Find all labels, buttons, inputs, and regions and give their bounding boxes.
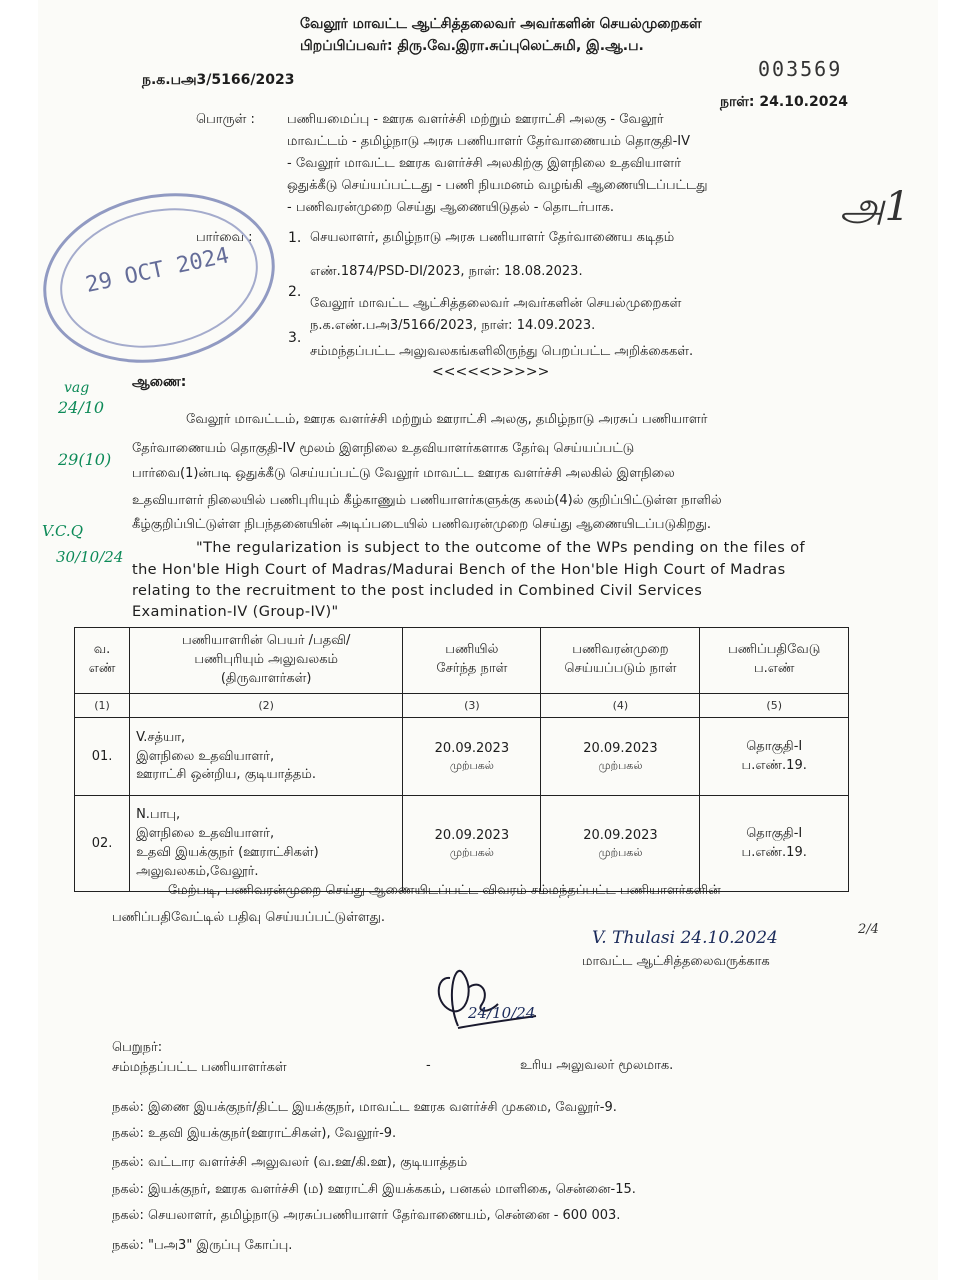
margin-note: 30/10/24 [56, 548, 124, 566]
stamp-date: 29 OCT 2024 [83, 243, 232, 299]
column-number: (1) [75, 693, 130, 718]
condition-line: relating to the recruitment to the post included in Combined Civil Services [132, 583, 703, 599]
recipient-via: உரிய அலுவலர் மூலமாக. [520, 1058, 674, 1073]
regularization-session: முற்பகல் [598, 846, 643, 860]
recipient-dash: - [426, 1058, 431, 1073]
subject-label: பொருள் : [196, 112, 255, 127]
employee-line: N.பாபு, [136, 807, 181, 823]
closing-line: பணிப்பதிவேட்டில் பதிவு செய்யப்பட்டுள்ளது. [112, 910, 385, 925]
table-row [75, 718, 849, 796]
header-title: வேலூர் மாவட்ட ஆட்சித்தலைவர் அவர்களின் செயல்முறைகள் [300, 16, 702, 32]
copy-line: நகல்: உதவி இயக்குநர்(ஊராட்சிகள்), வேலூர்-9. [112, 1126, 397, 1141]
reference-line: ந.க.எண்.பஅ3/5166/2023, நாள்: 14.09.2023. [310, 318, 596, 333]
reference-number: ந.க.பஅ3/5166/2023 [142, 72, 295, 88]
condition-line: Examination-IV (Group-IV)" [132, 604, 339, 620]
regularization-date: 20.09.2023 [583, 827, 658, 843]
service-record-cell [700, 796, 849, 892]
order-para-line: கீழ்குறிப்பிட்டுள்ள நிபந்தனையின் அடிப்படையில் பணிவரன்முறை செய்து ஆணையிடப்படுகிறது. [132, 517, 711, 532]
reference-line: வேலூர் மாவட்ட ஆட்சித்தலைவர் அவர்களின் செயல்முறைகள் [310, 296, 682, 311]
margin-note-right: அ1 [840, 184, 910, 230]
order-para-line: வேலூர் மாவட்டம், ஊரக வளர்ச்சி மற்றும் ஊராட்சி அலகு, தமிழ்நாடு அரசுப் பணியாளர் [186, 412, 708, 427]
initials-date: 24/10/24 [468, 1004, 536, 1022]
subject-line: மாவட்டம் - தமிழ்நாடு அரசு பணியாளர் தேர்வாணையம் தொகுதி-IV [287, 134, 691, 149]
margin-note: vag [64, 380, 90, 396]
join-date-cell [403, 718, 541, 796]
header-text: பணிவரன்முறை [572, 642, 669, 658]
regularization-date: 20.09.2023 [583, 740, 658, 756]
service-record: தொகுதி-I [746, 826, 803, 842]
header-text: பணியாளரின் பெயர் /பதவி/ [182, 633, 351, 648]
subject-line: பணியமைப்பு - ஊரக வளர்ச்சி மற்றும் ஊராட்சி அலகு - வேலூர் [287, 112, 664, 127]
copy-line: நகல்: "பஅ3" இருப்பு கோப்பு. [112, 1238, 293, 1253]
join-session: முற்பகல் [449, 846, 494, 860]
recipient-name: சம்மந்தப்பட்ட பணியாளர்கள் [112, 1060, 287, 1075]
join-date: 20.09.2023 [434, 827, 510, 843]
subject-line: - வேலூர் மாவட்ட ஊரக வளர்ச்சி அலகிற்கு இளநிலை உதவியாளர் [287, 156, 682, 171]
header-text: (திருவாளர்கள்) [220, 670, 312, 686]
copy-line: நகல்: இயக்குநர், ஊரக வளர்ச்சி (ம) ஊராட்சி இயக்ககம், பனகல் மாளிகை, சென்னை-15. [112, 1182, 636, 1197]
employee-line: V.சத்யா, [136, 729, 186, 745]
table-row [75, 796, 849, 892]
reference-num: 1. [288, 230, 302, 246]
column-number: (3) [403, 693, 541, 718]
margin-note: V.C.Q [42, 522, 83, 540]
closing-line: மேற்படி, பணிவரன்முறை செய்து ஆணையிடப்பட்ட விவரம் சம்மந்தப்பட்ட பணியாளர்களின் [168, 883, 721, 898]
employee-cell [130, 718, 403, 796]
table-header-row [75, 628, 849, 694]
recipient-label: பெறுநர்: [112, 1040, 163, 1055]
signature-scribble [428, 958, 548, 1048]
copy-line: நகல்: வட்டார வளர்ச்சி அலுவலர் (வ.ஊ/கி.ஊ), குடியாத்தம் [112, 1155, 468, 1170]
condition-line: the Hon'ble High Court of Madras/Madurai Bench of the Hon'ble High Court of Madras [132, 562, 786, 578]
reference-num: 3. [288, 330, 302, 346]
reference-num: 2. [288, 284, 302, 300]
join-session: முற்பகல் [449, 759, 494, 773]
column-number: (2) [130, 693, 403, 718]
order-label: ஆணை: [132, 374, 187, 390]
reference-line: செயலாளர், தமிழ்நாடு அரசு பணியாளர் தேர்வாணைய கடிதம் [310, 230, 675, 245]
service-record-page: ப.எண்.19. [741, 844, 807, 860]
service-record-cell [700, 718, 849, 796]
header-cell [541, 628, 700, 694]
employee-line: இளநிலை உதவியாளர், [136, 748, 275, 764]
regularization-date-cell [541, 796, 700, 892]
header-cell [75, 628, 130, 694]
employee-line: அலுவலகம்,வேலூர். [136, 863, 259, 879]
employee-line: இளநிலை உதவியாளர், [136, 826, 275, 842]
regularization-session: முற்பகல் [598, 759, 643, 773]
header-text: செய்யப்படும் நாள் [564, 661, 677, 677]
margin-note: 29(10) [58, 450, 112, 469]
header-text: சேர்ந்த நாள் [436, 661, 508, 677]
order-para-line: பார்வை(1)ன்படி ஒதுக்கீடு செய்யப்பட்டு வேலூர் மாவட்ட ஊரக வளர்ச்சி அலகில் இளநிலை [132, 466, 675, 481]
header-text: வ. [93, 642, 111, 658]
column-number: (5) [700, 693, 849, 718]
header-text: ப.எண் [753, 661, 795, 677]
header-cell [130, 628, 403, 694]
regularization-date-cell [541, 718, 700, 796]
employee-line: ஊராட்சி ஒன்றிய, குடியாத்தம். [136, 767, 316, 783]
reference-label: பார்வை : [196, 230, 253, 245]
employee-line: உதவி இயக்குநர் (ஊராட்சிகள்) [136, 844, 319, 860]
header-text: பணிப்பதிவேடு [728, 642, 821, 658]
join-date: 20.09.2023 [434, 740, 510, 756]
condition-line: "The regularization is subject to the outcome of the WPs pending on the files of [196, 540, 805, 556]
order-para-line: தேர்வாணையம் தொகுதி-IV மூலம் இளநிலை உதவியாளர்களாக தேர்வு செய்யப்பட்டு [132, 441, 635, 456]
serial-cell: 02. [75, 796, 130, 892]
copy-line: நகல்: இணை இயக்குநர்/திட்ட இயக்குநர், மாவட்ட ஊரக வளர்ச்சி முகமை, வேலூர்-9. [112, 1100, 617, 1115]
header-issuer: பிறப்பிப்பவர்: திரு.வே.இரா.சுப்புலெட்சுமி, இ.ஆ.ப. [300, 38, 644, 54]
copy-line: நகல்: செயலாளர், தமிழ்நாடு அரசுப்பணியாளர் தேர்வாணையம், சென்னை - 600 003. [112, 1208, 621, 1223]
page-mark: 2/4 [858, 922, 879, 937]
margin-note: 24/10 [58, 398, 105, 417]
employee-cell [130, 796, 403, 892]
reference-line: எண்.1874/PSD-DI/2023, நாள்: 18.08.2023. [310, 264, 583, 279]
signatory-designation: மாவட்ட ஆட்சித்தலைவருக்காக [582, 954, 770, 969]
header-cell [403, 628, 541, 694]
order-para-line: உதவியாளர் நிலையில் பணிபுரியும் கீழ்காணும் பணியாளர்களுக்கு கலம்(4)ல் குறிப்பிட்டுள்ள நாளில் [132, 493, 722, 508]
service-record-page: ப.எண்.19. [741, 757, 807, 773]
reference-line: சம்மந்தப்பட்ட அலுவலகங்களிலிருந்து பெறப்பட்ட அறிக்கைகள். [310, 344, 694, 359]
order-date: நாள்: 24.10.2024 [720, 94, 848, 110]
header-text: பணியில் [445, 642, 499, 658]
reference-separator: <<<<<>>>>> [432, 364, 550, 380]
regularization-table [74, 627, 849, 892]
serial-number: 003569 [758, 57, 843, 81]
header-cell [700, 628, 849, 694]
header-text: பணிபுரியும் அலுவலகம் [194, 651, 338, 667]
header-text: எண் [88, 661, 116, 677]
handwritten-signature-note: V. Thulasi 24.10.2024 [592, 928, 778, 948]
serial-cell: 01. [75, 718, 130, 796]
column-number-row [75, 693, 849, 718]
subject-line: ஒதுக்கீடு செய்யப்பட்டது - பணி நியமனம் வழங்கி ஆணையிடப்பட்டது [287, 178, 708, 193]
column-number: (4) [541, 693, 700, 718]
join-date-cell [403, 796, 541, 892]
service-record: தொகுதி-I [746, 739, 803, 755]
subject-line: - பணிவரன்முறை செய்து ஆணையிடுதல் - தொடர்பாக. [287, 200, 615, 215]
